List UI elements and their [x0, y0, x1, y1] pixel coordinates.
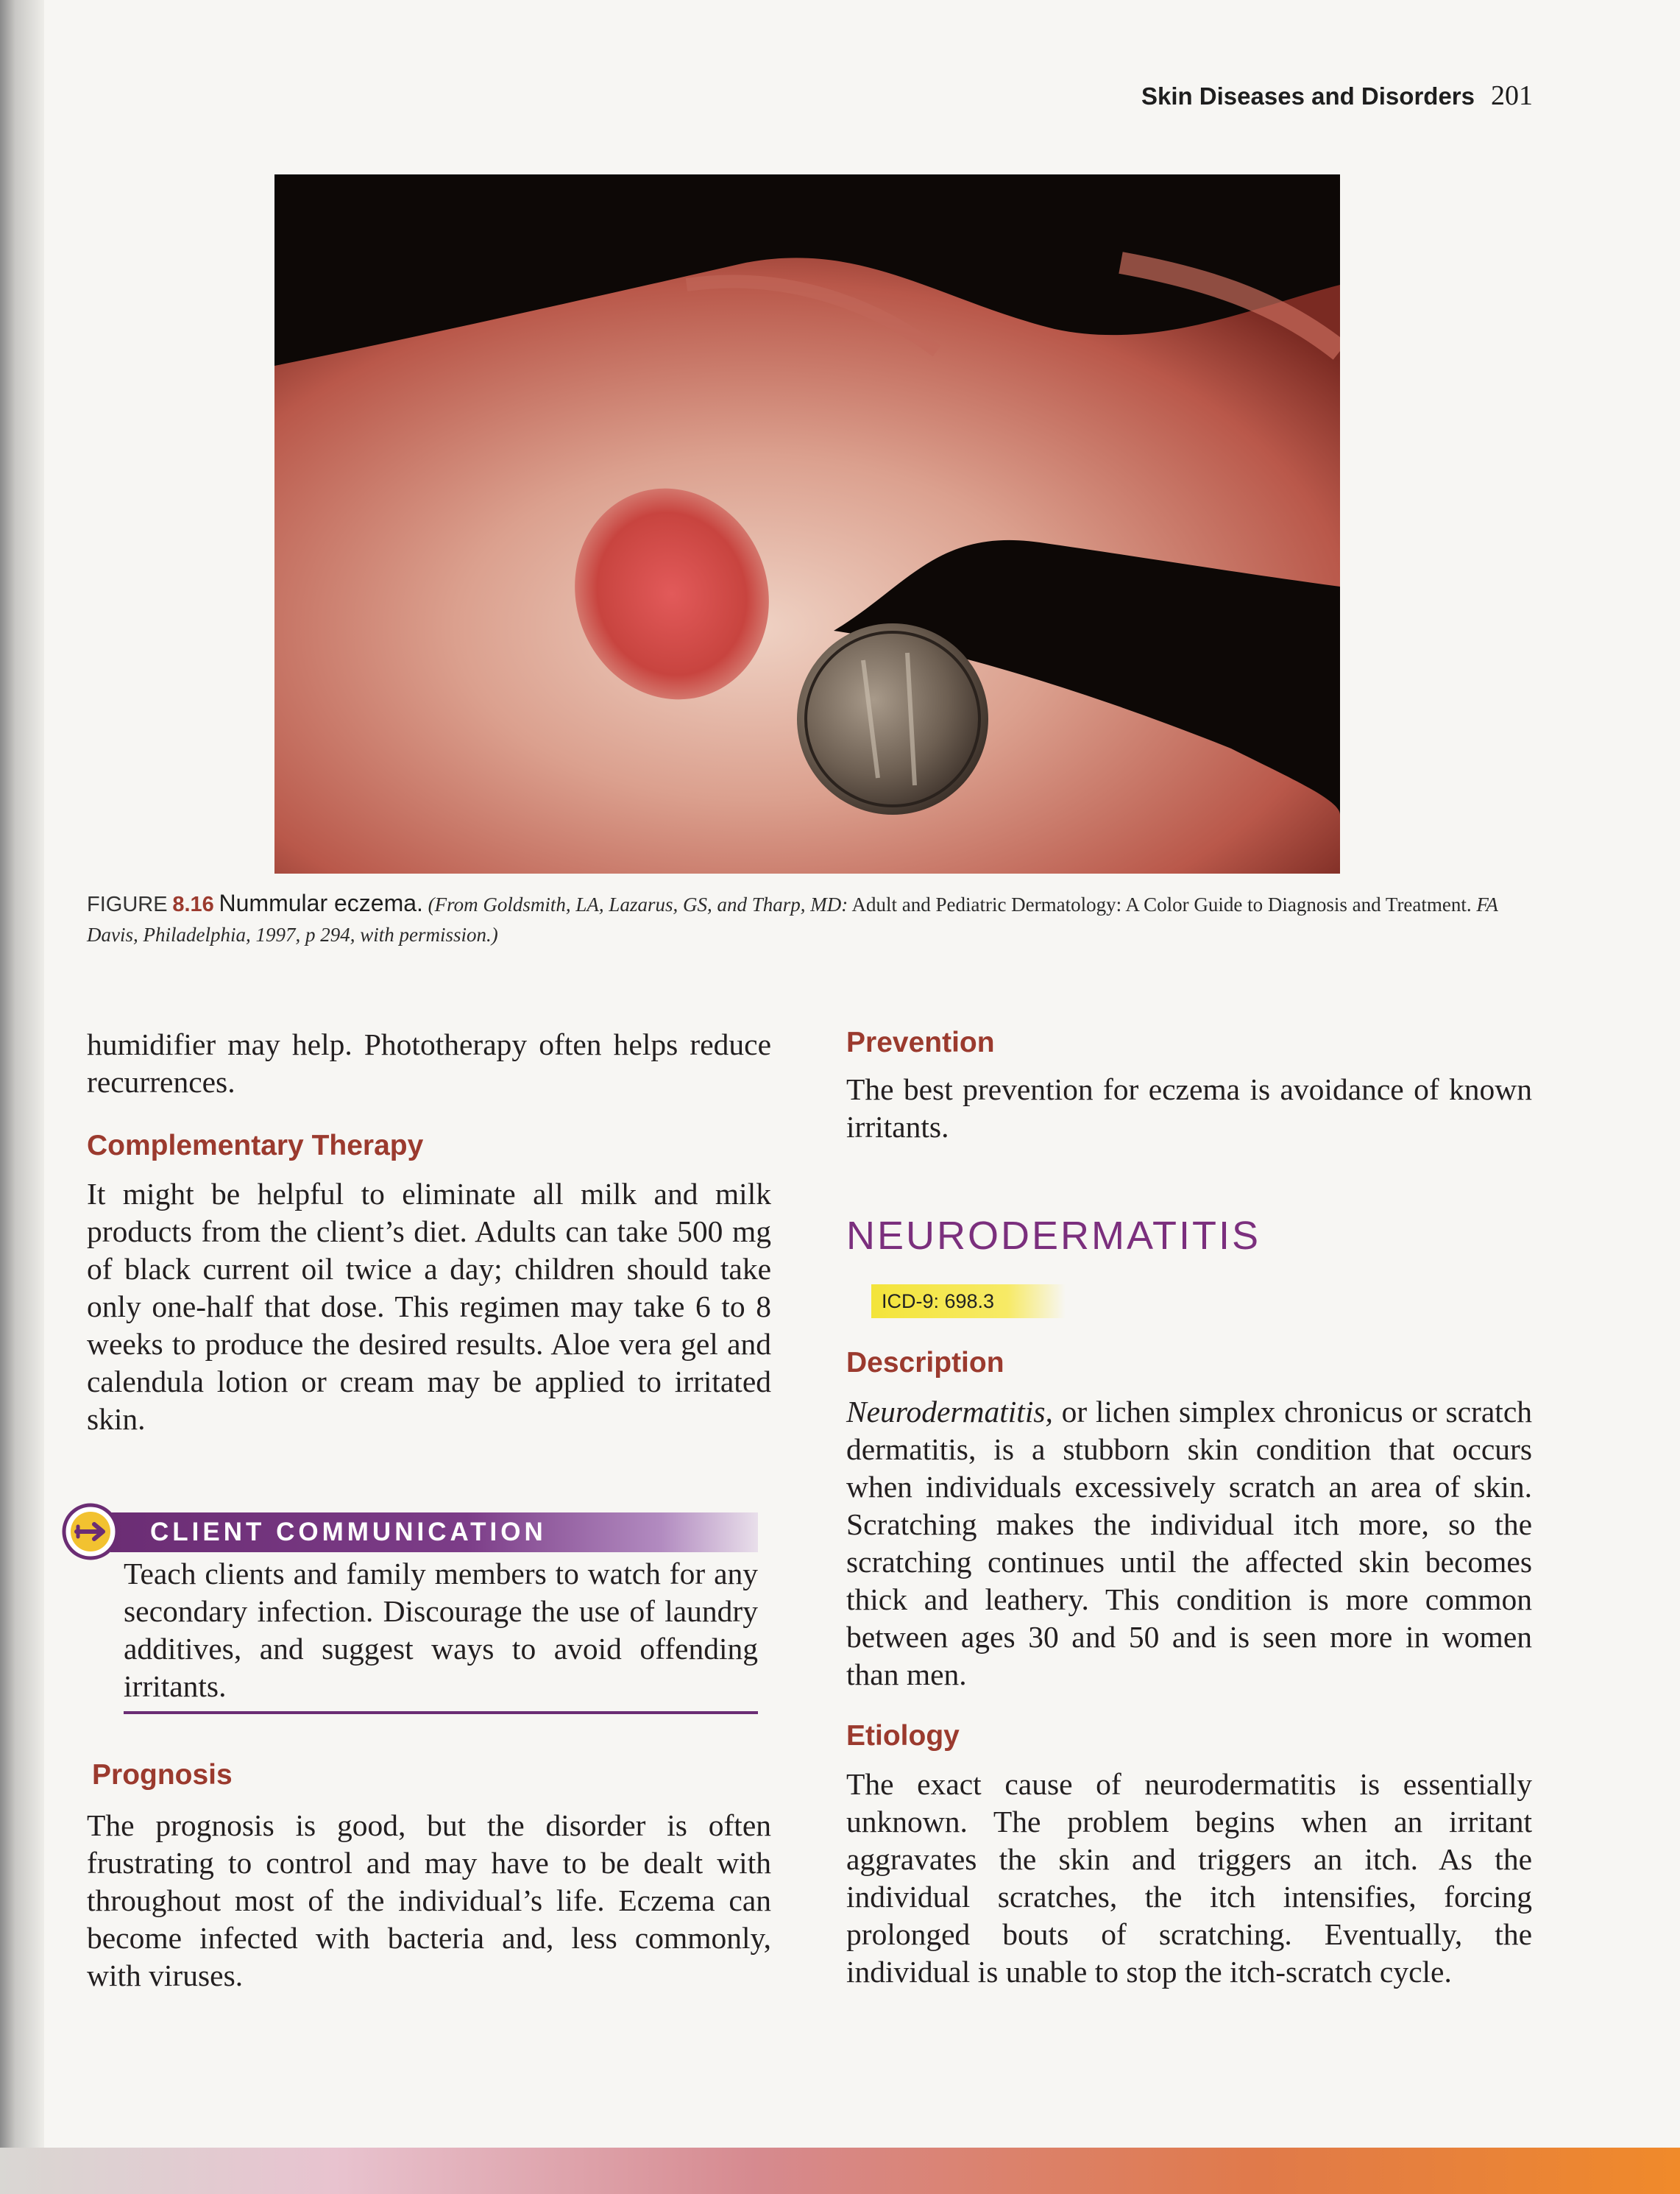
prevention-heading: Prevention	[846, 1027, 995, 1058]
description-paragraph	[846, 1393, 1532, 1694]
intro-paragraph	[87, 1026, 771, 1101]
etiology-paragraph	[846, 1766, 1532, 1991]
client-communication-banner	[110, 1512, 758, 1552]
prognosis-paragraph	[87, 1807, 771, 1995]
figure-photo	[274, 174, 1340, 874]
figure-title: Nummular eczema.	[219, 890, 423, 916]
prognosis-text: The prognosis is good, but the disorder is often frustrating to control and may have to be dealt with throughout most of the individual’s life. Eczema can become infected with bacteria and, less commonly, with viruses.	[87, 1808, 771, 1992]
client-communication-heading: CLIENT COMMUNICATION	[150, 1518, 547, 1546]
running-head	[1141, 79, 1533, 112]
figure-label: FIGURE	[87, 893, 168, 916]
prevention-text: The best prevention for eczema is avoidance of known irritants.	[846, 1072, 1532, 1144]
description-term: Neurodermatitis,	[846, 1395, 1053, 1429]
figure-credit-open: (From Goldsmith, LA, Lazarus, GS, and Tharp, MD:	[428, 893, 848, 916]
running-head-title: Skin Diseases and Disorders	[1141, 82, 1475, 110]
client-communication-box	[124, 1555, 758, 1705]
description-body: or lichen simplex chronicus or scratch dermatitis, is a stubborn skin condition that occurs when individuals excessively scratch an area of skin. Scratching makes the individual itch more, so the scratching continues until the affected skin becomes thick and leathery. This condition is more common between ages 30 and 50 and is seen more in women than men.	[846, 1395, 1532, 1691]
communication-arrow-icon	[62, 1503, 119, 1560]
figure-credit-book: Adult and Pediatric Dermatology: A Color Guide to Diagnosis and Treatment.	[851, 893, 1472, 916]
complementary-therapy-text: It might be helpful to eliminate all milk and milk products from the client’s diet. Adults can take 500 mg of black current oil twice a day; children should take only one-half that dose. This regimen may take 6 to 8 weeks to produce the desired results. Aloe vera gel and calendula lotion or cream may be applied to irritated skin.	[87, 1177, 771, 1436]
etiology-text: The exact cause of neurodermatitis is essentially unknown. The problem begins when an irritant aggravates the skin and triggers an itch. As the individual scratches, the itch intensifies, forcing prolonged bouts of scratching. Eventually, the individual is unable to stop the itch-scratch cycle.	[846, 1767, 1532, 1989]
complementary-therapy-heading: Complementary Therapy	[87, 1130, 424, 1161]
prognosis-heading: Prognosis	[92, 1759, 233, 1791]
complementary-therapy-paragraph	[87, 1175, 771, 1438]
intro-text: humidifier may help. Phototherapy often helps reduce recurrences.	[87, 1027, 771, 1099]
description-text	[846, 1393, 1532, 1694]
bottom-color-band	[0, 2148, 1680, 2194]
figure-number: 8.16	[172, 893, 214, 916]
figure-credit-close: FA Davis, Philadelphia, 1997, p 294, with permission.)	[87, 893, 1498, 946]
figure-caption	[87, 888, 1533, 950]
client-communication-rule	[124, 1711, 758, 1714]
prevention-paragraph	[846, 1071, 1532, 1146]
client-communication-text: Teach clients and family members to watch for any secondary infection. Discourage the use of laundry additives, and suggest ways to avoid offending irritants.	[124, 1557, 758, 1703]
page-number: 201	[1491, 80, 1533, 111]
description-heading: Description	[846, 1347, 1004, 1379]
eczema-photo-illustration	[274, 174, 1340, 874]
icd-code-badge: ICD-9: 698.3	[871, 1284, 1066, 1318]
book-spine-shadow	[0, 0, 44, 2194]
etiology-heading: Etiology	[846, 1720, 960, 1752]
section-title: NEURODERMATITIS	[846, 1214, 1261, 1258]
